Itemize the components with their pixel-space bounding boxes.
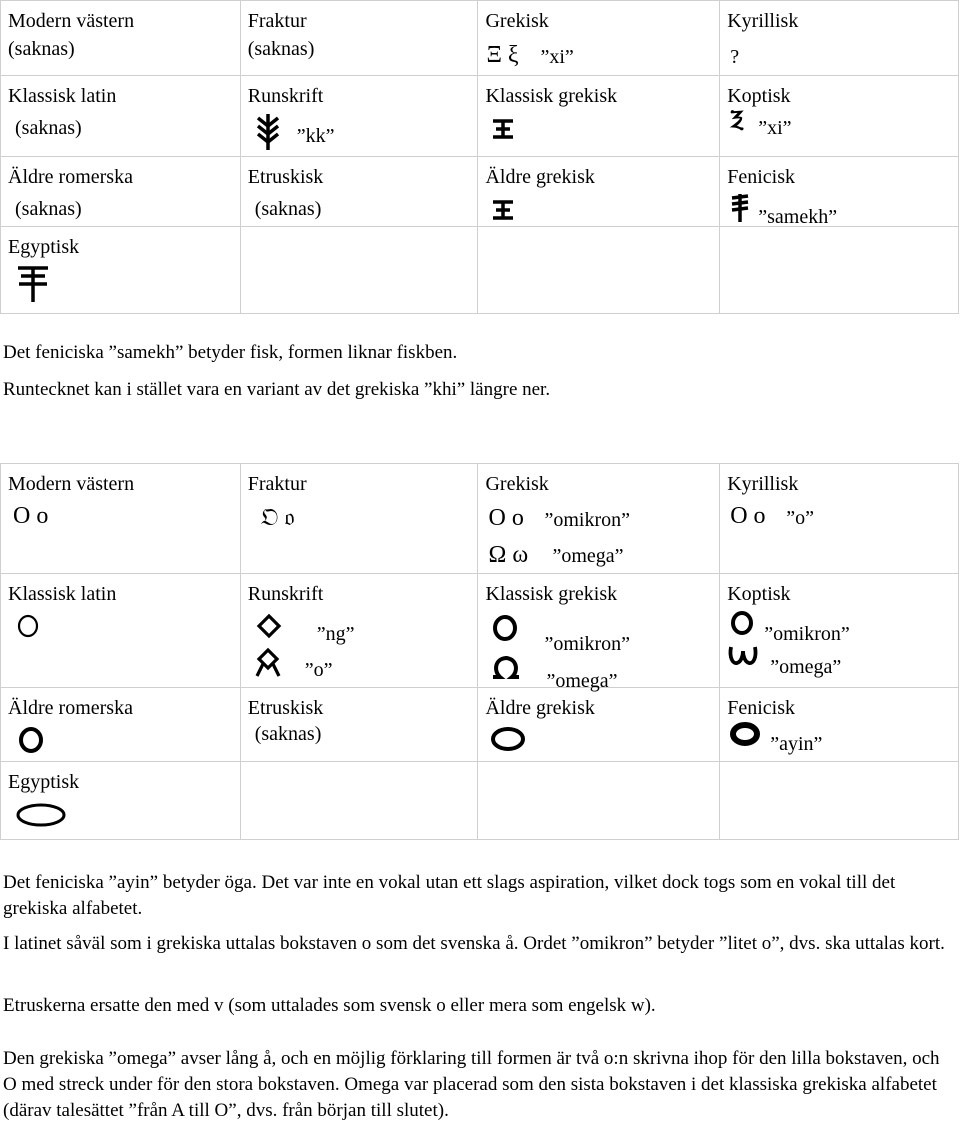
old-greek-omikron-icon xyxy=(490,726,526,752)
letter-name: ”kk” xyxy=(296,125,335,147)
cell-klassisk-grekisk xyxy=(478,574,720,692)
phoenician-samekh-icon xyxy=(730,193,750,223)
classical-xi-icon xyxy=(492,118,514,140)
cell-label: Koptisk xyxy=(727,85,791,107)
cell-label: Klassisk grekisk xyxy=(485,583,618,605)
cell-fraktur xyxy=(240,1,478,76)
cell-label: Kyrillisk xyxy=(727,10,799,32)
cell-label: Fraktur xyxy=(247,473,307,495)
cell-value: (saknas) xyxy=(8,38,75,60)
cell-value: (saknas) xyxy=(254,723,322,745)
cell-koptisk xyxy=(720,76,959,157)
cell-grekisk xyxy=(478,464,720,574)
cell-label: Runskrift xyxy=(247,85,324,107)
cell-empty xyxy=(478,762,720,840)
cell-aldre-grekisk xyxy=(478,688,720,762)
greek-omikron-glyphs: Ο ο xyxy=(488,505,524,531)
letter-name: ”omega” xyxy=(546,670,618,692)
cell-grekisk xyxy=(478,1,720,76)
paragraph: Det feniciska ”samekh” betyder fisk, formen liknar fiskben. xyxy=(3,342,458,363)
cell-value: (saknas) xyxy=(254,198,322,220)
greek-omega-glyphs: Ω ω xyxy=(488,542,529,568)
letter-name: ”omega” xyxy=(770,656,842,678)
cell-aldre-romerska xyxy=(1,157,241,227)
letter-name: ”xi” xyxy=(540,46,574,68)
cell-aldre-romerska xyxy=(1,688,241,762)
letter-name: ”ayin” xyxy=(770,733,823,755)
cell-aldre-grekisk xyxy=(478,157,720,227)
cyrillic-o-glyphs: О о xyxy=(730,503,766,529)
cell-egyptisk xyxy=(1,762,241,840)
letter-name: ”omikron” xyxy=(544,633,631,655)
letter-name: ”o” xyxy=(786,507,814,529)
cell-label: Etruskisk xyxy=(247,697,324,719)
cell-koptisk xyxy=(720,574,959,688)
cell-label: Äldre romerska xyxy=(8,166,133,188)
cell-kyrillisk xyxy=(720,1,959,76)
old-greek-xi-icon xyxy=(492,199,514,221)
cell-empty xyxy=(478,227,720,314)
cell-label: Runskrift xyxy=(247,583,324,605)
cell-label: Fenicisk xyxy=(727,697,795,719)
omikron-table xyxy=(0,463,959,840)
letter-name: ”o” xyxy=(304,659,333,681)
cell-label: Grekisk xyxy=(485,473,549,495)
paragraph: Det feniciska ”ayin” betyder öga. Det var inte en vokal utan ett slags aspiration, vilket dock togs som en vokal till det grekiska alfabetet. xyxy=(3,872,896,919)
cell-egyptisk xyxy=(1,227,241,314)
cell-fenicisk xyxy=(720,688,959,762)
classical-latin-o-icon xyxy=(17,614,39,638)
coptic-omega-icon xyxy=(728,644,758,666)
letter-name: ”samekh” xyxy=(758,206,838,228)
cell-runskrift xyxy=(240,574,478,688)
cell-label: Fenicisk xyxy=(727,166,795,188)
cell-fraktur xyxy=(240,464,478,574)
cell-label: Kyrillisk xyxy=(727,473,799,495)
cell-label: Egyptisk xyxy=(8,236,80,258)
cell-label: Äldre grekisk xyxy=(485,697,595,719)
classical-omega-icon xyxy=(490,654,522,680)
cell-etruskisk xyxy=(240,157,478,227)
cell-label: Grekisk xyxy=(485,10,549,32)
cell-label: Klassisk latin xyxy=(8,85,117,107)
cell-value: ? xyxy=(730,46,740,68)
egyptian-djed-icon xyxy=(17,265,49,303)
greek-xi-glyphs: Ξ ξ xyxy=(486,42,519,68)
cell-label: Klassisk grekisk xyxy=(485,85,618,107)
cell-klassisk-latin xyxy=(1,574,241,688)
cell-klassisk-latin xyxy=(1,76,241,157)
old-roman-o-icon xyxy=(17,726,45,754)
rune-ng-icon xyxy=(257,614,281,638)
cell-value: (saknas) xyxy=(247,38,315,60)
classical-omikron-icon xyxy=(492,614,518,642)
cell-label: Äldre romerska xyxy=(8,697,133,719)
cell-etruskisk xyxy=(240,688,478,762)
cell-label: Fraktur xyxy=(247,10,307,32)
cell-modern-vastern xyxy=(1,1,241,76)
cell-kyrillisk xyxy=(720,464,959,574)
cell-fenicisk xyxy=(720,157,959,227)
cell-value: (saknas) xyxy=(15,198,82,220)
cell-label: Modern västern xyxy=(8,10,135,32)
cell-empty xyxy=(720,227,959,314)
paragraph: Runtecknet kan i stället vara en variant av det grekiska ”khi” längre ner. xyxy=(3,379,551,400)
egyptian-eye-icon xyxy=(15,802,67,828)
cell-klassisk-grekisk xyxy=(478,76,720,157)
paragraph: Den grekiska ”omega” avser lång å, och en möjlig förklaring till formen är två o:n skrivna ihop för den lilla bokstaven, och O med streck under för den stora bokstaven. Omega var placerad som den sista bokstaven i det klassiska grekiska alfabetet (därav talesättet ”från A till O”, dvs. från början till slutet). xyxy=(3,1048,940,1121)
cell-modern-vastern xyxy=(1,464,241,574)
cell-label: Modern västern xyxy=(8,473,135,495)
letter-name: ”omega” xyxy=(552,545,624,567)
letter-name: ”omikron” xyxy=(544,509,631,531)
cell-empty xyxy=(720,762,959,840)
phoenician-ayin-icon xyxy=(730,722,760,746)
letter-name: ”ng” xyxy=(316,623,355,645)
cell-label: Egyptisk xyxy=(8,771,80,793)
coptic-omikron-icon xyxy=(730,610,754,636)
cell-empty xyxy=(240,227,478,314)
cell-value: (saknas) xyxy=(15,117,82,139)
cell-label: Äldre grekisk xyxy=(485,166,595,188)
rune-kk-icon xyxy=(255,112,281,152)
fraktur-o-glyphs: 𝔒 𝔬 xyxy=(260,505,295,531)
cell-empty xyxy=(240,762,478,840)
letter-name: ”omikron” xyxy=(764,623,850,645)
cell-label: Etruskisk xyxy=(247,166,324,188)
letter-name: ”xi” xyxy=(758,117,792,139)
coptic-xi-glyph: Ⲝ xyxy=(730,107,744,133)
latin-o-glyphs: O o xyxy=(13,503,49,529)
cell-label: Koptisk xyxy=(727,583,791,605)
xi-table xyxy=(0,0,959,314)
paragraph: I latinet såväl som i grekiska uttalas bokstaven o som det svenska å. Ordet ”omikron” betyder ”litet o”, dvs. ska uttalas kort. xyxy=(3,933,945,954)
rune-o-icon xyxy=(255,648,281,678)
paragraph: Etruskerna ersatte den med v (som uttalades som svensk o eller mera som engelsk w). xyxy=(3,995,656,1016)
cell-label: Klassisk latin xyxy=(8,583,117,605)
cell-runskrift xyxy=(240,76,478,157)
